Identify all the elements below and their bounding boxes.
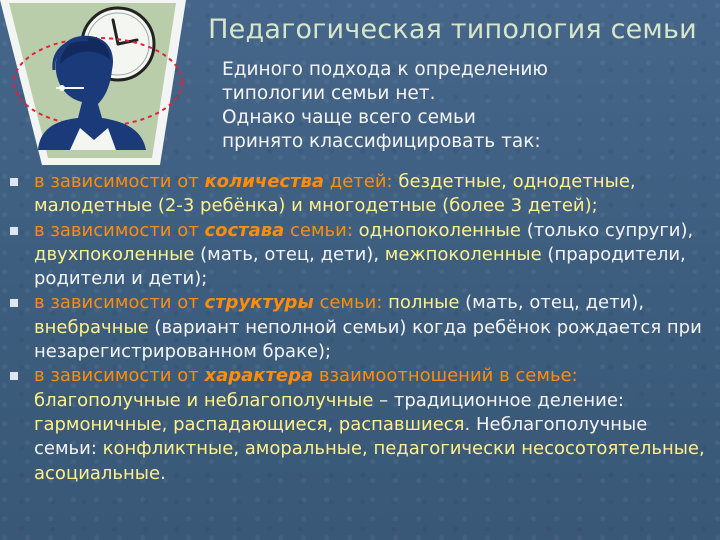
criterion-suffix: детей: bbox=[324, 171, 399, 192]
family-types: благополучные и неблагополучные bbox=[34, 389, 374, 411]
criterion-suffix: взаимоотношений в семье: bbox=[313, 365, 578, 387]
bullet-square-icon bbox=[10, 372, 18, 380]
family-type-note: (прародители, родители и дети); bbox=[34, 243, 686, 290]
family-types: гармоничные, распадающиеся, распавшиеся bbox=[34, 413, 465, 435]
criterion-prefix: в зависимости от bbox=[34, 292, 205, 314]
family-type-note: (только супруги), bbox=[520, 219, 694, 241]
criterion-suffix: семьи: bbox=[313, 292, 389, 314]
family-types: конфликтные, аморальные, педагогически несосотоятельные, асоциальные bbox=[34, 438, 705, 484]
connector-text: . Неблагополучные семьи: bbox=[34, 413, 648, 460]
criterion-prefix: в зависимости от bbox=[34, 219, 205, 241]
list-item-by-count bbox=[10, 170, 712, 219]
criterion-keyword: состава bbox=[204, 219, 285, 241]
intro-line: типологии семьи нет. bbox=[222, 83, 436, 104]
list-item-by-structure bbox=[10, 291, 712, 364]
slide-title: Педагогическая типология семьи bbox=[208, 14, 697, 45]
family-type-note: (мать, отец, дети), bbox=[459, 292, 645, 314]
family-type: межпоколенные bbox=[384, 243, 542, 265]
criterion-prefix: в зависимости от bbox=[34, 171, 205, 192]
bullet-square-icon bbox=[10, 178, 18, 186]
family-type-note: (вариант неполной семьи) когда ребёнок рождается при незарегистрированном браке); bbox=[34, 316, 702, 363]
family-types: бездетные, однодетные, малодетные (2-3 ребёнка) и многодетные (более 3 детей); bbox=[34, 171, 636, 217]
criterion-prefix: в зависимости от bbox=[34, 365, 205, 387]
classification-list bbox=[10, 170, 712, 486]
intro-line: Однако чаще всего семьи bbox=[222, 107, 476, 128]
intro-line: Единого подхода к определению bbox=[222, 59, 548, 80]
criterion-keyword: структуры bbox=[204, 292, 314, 314]
family-type: внебрачные bbox=[34, 316, 149, 338]
family-type-note: (мать, отец, дети), bbox=[194, 243, 385, 265]
clipart-logo bbox=[0, 0, 195, 170]
criterion-keyword: характера bbox=[204, 365, 314, 387]
family-type: двухпоколенные bbox=[34, 243, 195, 265]
list-item-by-composition bbox=[10, 219, 712, 292]
closing-period: . bbox=[160, 462, 166, 484]
criterion-keyword: количества bbox=[204, 171, 325, 192]
family-type: полные bbox=[388, 292, 460, 314]
intro-paragraph bbox=[222, 58, 692, 154]
bullet-square-icon bbox=[10, 227, 18, 235]
connector-text: – традиционное деление: bbox=[373, 389, 624, 411]
family-type: однопоколенные bbox=[358, 219, 521, 241]
bullet-square-icon bbox=[10, 299, 18, 307]
criterion-suffix: семьи: bbox=[284, 219, 359, 241]
list-item-by-relations bbox=[10, 364, 712, 485]
intro-line: принято классифицировать так: bbox=[222, 131, 541, 152]
